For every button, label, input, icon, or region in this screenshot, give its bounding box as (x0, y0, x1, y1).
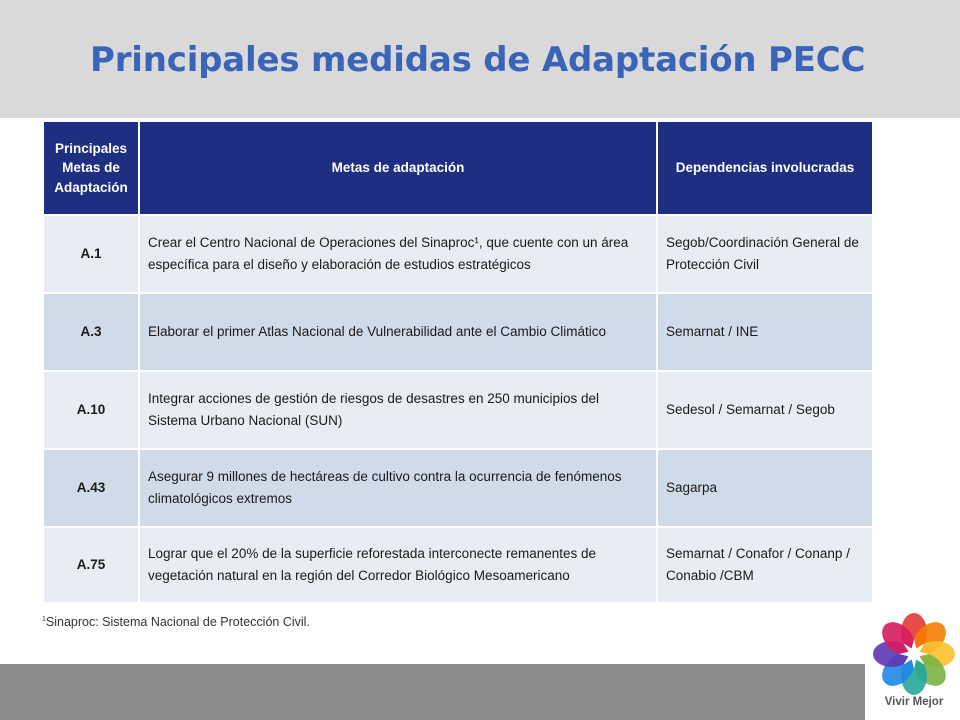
goal-code: A.10 (43, 371, 139, 449)
table-row (43, 215, 873, 293)
logo-center-star (899, 639, 929, 669)
goal-code: A.75 (43, 527, 139, 603)
footnote (42, 615, 310, 629)
footnote-mark: 1 (42, 615, 46, 623)
table-row (43, 293, 873, 371)
table-row (43, 371, 873, 449)
goal-agencies: Semarnat / INE (657, 293, 873, 371)
table-row (43, 449, 873, 527)
adaptation-goals-table (42, 120, 874, 604)
footer-band (0, 664, 865, 720)
goal-code: A.43 (43, 449, 139, 527)
goal-agencies: Sedesol / Semarnat / Segob (657, 371, 873, 449)
slide-title: Principales medidas de Adaptación PECC (90, 40, 866, 80)
header-agencies: Dependencias involucradas (657, 121, 873, 215)
goal-agencies: Sagarpa (657, 449, 873, 527)
goal-code: A.1 (43, 215, 139, 293)
flower-icon (872, 612, 956, 696)
goal-description: Integrar acciones de gestión de riesgos de desastres en 250 municipios del Sistema Urbano Nacional (SUN) (139, 371, 657, 449)
header-adaptation-goals: Metas de adaptación (139, 121, 657, 215)
logo-text: Vivir Mejor (884, 696, 944, 708)
goals-table-wrapper (42, 120, 872, 604)
table-header-row (43, 121, 873, 215)
vivir-mejor-logo (872, 612, 956, 716)
goal-description: Lograr que el 20% de la superficie reforestada interconecte remanentes de vegetación natural en la región del Corredor Biológico Mesoamericano (139, 527, 657, 603)
goal-description: Asegurar 9 millones de hectáreas de cultivo contra la ocurrencia de fenómenos climatológicos extremos (139, 449, 657, 527)
goal-agencies: Semarnat / Conafor / Conanp / Conabio /CBM (657, 527, 873, 603)
header-principal-goals-label: Principales Metas de Adaptación (54, 140, 128, 195)
goal-description: Elaborar el primer Atlas Nacional de Vulnerabilidad ante el Cambio Climático (139, 293, 657, 371)
footnote-text: Sinaproc: Sistema Nacional de Protección Civil. (45, 615, 310, 629)
header-principal-goals (43, 121, 139, 215)
table-row (43, 527, 873, 603)
goal-agencies: Segob/Coordinación General de Protección Civil (657, 215, 873, 293)
goal-description: Crear el Centro Nacional de Operaciones del Sinaproc¹, que cuente con un área específica para el diseño y elaboración de estudios estratégicos (139, 215, 657, 293)
goal-code: A.3 (43, 293, 139, 371)
